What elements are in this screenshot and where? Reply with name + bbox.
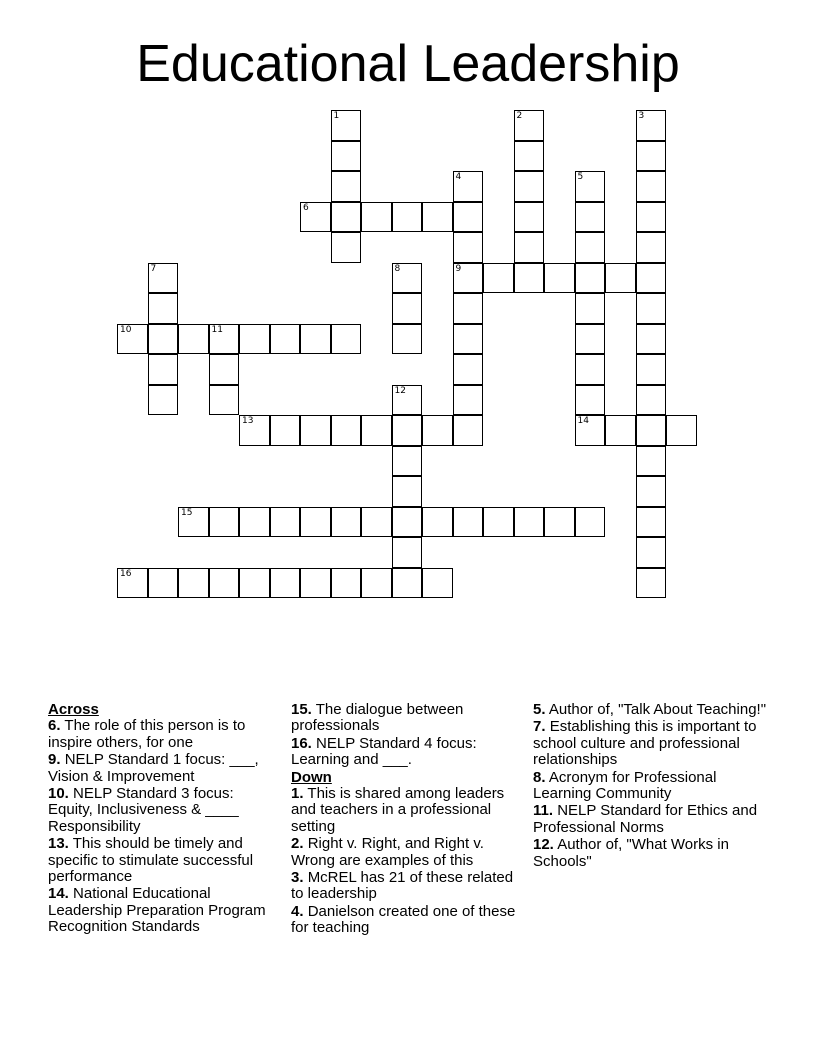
grid-cell[interactable] bbox=[331, 568, 362, 599]
grid-cell[interactable] bbox=[544, 263, 575, 294]
grid-cell[interactable] bbox=[636, 293, 667, 324]
grid-cell[interactable] bbox=[483, 507, 514, 538]
clue-text: This is shared among leaders and teachers in a professional setting bbox=[291, 785, 505, 835]
grid-cell[interactable] bbox=[392, 507, 423, 538]
clue-number: 12. bbox=[533, 836, 554, 854]
grid-cell[interactable] bbox=[148, 293, 179, 324]
clue-down-12 bbox=[533, 837, 773, 870]
grid-cell[interactable] bbox=[148, 263, 179, 294]
grid-cell[interactable] bbox=[239, 324, 270, 355]
grid-cell[interactable] bbox=[300, 415, 331, 446]
grid-cell[interactable] bbox=[453, 171, 484, 202]
grid-cell[interactable] bbox=[331, 415, 362, 446]
grid-cell[interactable] bbox=[514, 171, 545, 202]
grid-cell[interactable] bbox=[575, 202, 606, 233]
clue-text: NELP Standard 4 focus: Learning and ___. bbox=[291, 734, 477, 769]
grid-cell[interactable] bbox=[636, 263, 667, 294]
grid-cell[interactable] bbox=[636, 354, 667, 385]
grid-cell[interactable] bbox=[514, 141, 545, 172]
grid-cell[interactable] bbox=[392, 537, 423, 568]
clue-down-2 bbox=[291, 836, 521, 869]
grid-cell[interactable] bbox=[178, 507, 209, 538]
grid-cell[interactable] bbox=[117, 324, 148, 355]
grid-cell[interactable] bbox=[605, 415, 636, 446]
grid-cell[interactable] bbox=[422, 507, 453, 538]
clue-text: The dialogue between professionals bbox=[291, 701, 464, 735]
cell-number: 14 bbox=[577, 416, 589, 426]
grid-cell[interactable] bbox=[239, 507, 270, 538]
grid-cell[interactable] bbox=[209, 354, 240, 385]
grid-cell[interactable] bbox=[453, 202, 484, 233]
clues-column-3 bbox=[533, 702, 773, 871]
clue-across-13 bbox=[48, 836, 278, 885]
grid-cell[interactable] bbox=[636, 141, 667, 172]
grid-cell[interactable] bbox=[331, 202, 362, 233]
clue-down-1 bbox=[291, 786, 521, 835]
grid-cell[interactable] bbox=[392, 415, 423, 446]
grid-cell[interactable] bbox=[636, 232, 667, 263]
grid-cell[interactable] bbox=[514, 232, 545, 263]
clue-across-6 bbox=[48, 718, 278, 751]
clue-text: Establishing this is important to school culture and professional relationships bbox=[533, 718, 757, 769]
grid-cell[interactable] bbox=[209, 385, 240, 416]
grid-cell[interactable] bbox=[392, 476, 423, 507]
cell-number: 2 bbox=[516, 111, 523, 121]
grid-cell[interactable] bbox=[575, 324, 606, 355]
grid-cell[interactable] bbox=[636, 415, 667, 446]
grid-cell[interactable] bbox=[239, 568, 270, 599]
cell-number: 10 bbox=[120, 324, 132, 335]
grid-cell[interactable] bbox=[453, 385, 484, 416]
grid-cell[interactable] bbox=[636, 324, 667, 355]
grid-cell[interactable] bbox=[361, 202, 392, 233]
across-heading: Across bbox=[48, 701, 99, 718]
grid-cell[interactable] bbox=[636, 537, 667, 568]
clue-across-15 bbox=[291, 702, 521, 735]
cell-number: 13 bbox=[242, 416, 254, 426]
grid-cell[interactable] bbox=[148, 385, 179, 416]
clue-number: 2. bbox=[291, 835, 304, 853]
grid-cell[interactable] bbox=[453, 232, 484, 263]
grid-cell[interactable] bbox=[392, 385, 423, 416]
grid-cell[interactable] bbox=[636, 568, 667, 599]
grid-cell[interactable] bbox=[300, 202, 331, 233]
grid-cell[interactable] bbox=[575, 263, 606, 294]
clue-text: This should be timely and specific to stimulate successful performance bbox=[48, 835, 254, 886]
cell-number: 7 bbox=[150, 263, 157, 274]
clue-number: 13. bbox=[48, 835, 69, 853]
grid-cell[interactable] bbox=[514, 263, 545, 294]
grid-cell[interactable] bbox=[300, 507, 331, 538]
clue-across-16 bbox=[291, 736, 521, 769]
cell-number: 8 bbox=[394, 263, 401, 274]
grid-cell[interactable] bbox=[148, 354, 179, 385]
clue-text: NELP Standard 3 focus: Equity, Inclusiveness & ____ Responsibility bbox=[48, 785, 239, 835]
grid-cell[interactable] bbox=[270, 507, 301, 538]
clue-down-7 bbox=[533, 719, 773, 768]
grid-cell[interactable] bbox=[117, 568, 148, 599]
grid-cell[interactable] bbox=[331, 507, 362, 538]
clue-across-10 bbox=[48, 786, 278, 835]
grid-cell[interactable] bbox=[392, 263, 423, 294]
grid-cell[interactable] bbox=[270, 568, 301, 599]
cell-number: 5 bbox=[577, 172, 584, 182]
clue-text: Right v. Right, and Right v. Wrong are examples of this bbox=[291, 835, 484, 869]
grid-cell[interactable] bbox=[575, 171, 606, 202]
clue-number: 10. bbox=[48, 785, 69, 803]
grid-cell[interactable] bbox=[422, 202, 453, 233]
grid-cell[interactable] bbox=[392, 202, 423, 233]
clue-number: 11. bbox=[533, 802, 554, 820]
grid-cell[interactable] bbox=[148, 324, 179, 355]
grid-cell[interactable] bbox=[514, 507, 545, 538]
clue-text: NELP Standard for Ethics and Professional Norms bbox=[533, 802, 758, 836]
clue-text: Acronym for Professional Learning Community bbox=[533, 768, 717, 803]
clue-number: 16. bbox=[291, 734, 312, 752]
grid-cell[interactable] bbox=[453, 263, 484, 294]
grid-cell[interactable] bbox=[209, 568, 240, 599]
clues-column-1 bbox=[48, 702, 278, 937]
grid-cell[interactable] bbox=[270, 324, 301, 355]
grid-cell[interactable] bbox=[361, 507, 392, 538]
grid-cell[interactable] bbox=[514, 202, 545, 233]
grid-cell[interactable] bbox=[422, 568, 453, 599]
grid-cell[interactable] bbox=[331, 141, 362, 172]
cell-number: 15 bbox=[181, 507, 193, 518]
cell-number: 11 bbox=[211, 324, 223, 335]
grid-cell[interactable] bbox=[270, 415, 301, 446]
grid-cell[interactable] bbox=[453, 415, 484, 446]
clue-down-4 bbox=[291, 904, 521, 937]
grid-cell[interactable] bbox=[636, 507, 667, 538]
grid-cell[interactable] bbox=[331, 324, 362, 355]
clue-number: 8. bbox=[533, 768, 546, 786]
clue-number: 7. bbox=[533, 718, 546, 736]
grid-cell[interactable] bbox=[148, 568, 179, 599]
puzzle-title: Educational Leadership bbox=[136, 35, 680, 93]
clues-column-2 bbox=[291, 702, 521, 938]
clue-text: Danielson created one of these for teaching bbox=[291, 902, 516, 937]
clue-number: 3. bbox=[291, 869, 304, 887]
grid-cell[interactable] bbox=[300, 324, 331, 355]
clue-number: 14. bbox=[48, 885, 69, 903]
grid-cell[interactable] bbox=[392, 568, 423, 599]
grid-cell[interactable] bbox=[453, 324, 484, 355]
grid-cell[interactable] bbox=[239, 415, 270, 446]
grid-cell[interactable] bbox=[544, 507, 575, 538]
grid-cell[interactable] bbox=[636, 202, 667, 233]
grid-cell[interactable] bbox=[483, 263, 514, 294]
grid-cell[interactable] bbox=[666, 415, 697, 446]
grid-cell[interactable] bbox=[453, 354, 484, 385]
cell-number: 1 bbox=[333, 111, 340, 121]
clue-text: Author of, "Talk About Teaching!" bbox=[548, 701, 767, 718]
down-heading: Down bbox=[291, 768, 332, 786]
grid-cell[interactable] bbox=[453, 293, 484, 324]
grid-cell[interactable] bbox=[178, 568, 209, 599]
grid-cell[interactable] bbox=[300, 568, 331, 599]
clue-number: 4. bbox=[291, 902, 304, 920]
clue-number: 5. bbox=[533, 701, 546, 718]
grid-cell[interactable] bbox=[331, 110, 362, 141]
cell-number: 4 bbox=[455, 172, 462, 182]
clue-text: Author of, "What Works in Schools" bbox=[533, 836, 729, 870]
grid-cell[interactable] bbox=[331, 171, 362, 202]
grid-cell[interactable] bbox=[392, 293, 423, 324]
grid-cell[interactable] bbox=[636, 171, 667, 202]
cell-number: 12 bbox=[394, 385, 406, 396]
clue-down-3 bbox=[291, 870, 521, 903]
grid-cell[interactable] bbox=[636, 446, 667, 477]
grid-cell[interactable] bbox=[575, 507, 606, 538]
cell-number: 9 bbox=[455, 263, 462, 274]
clue-number: 1. bbox=[291, 785, 304, 803]
grid-cell[interactable] bbox=[209, 324, 240, 355]
cell-number: 3 bbox=[638, 111, 645, 121]
clue-across-9 bbox=[48, 752, 278, 785]
clue-down-5 bbox=[533, 702, 773, 718]
grid-cell[interactable] bbox=[331, 232, 362, 263]
grid-cell[interactable] bbox=[392, 324, 423, 355]
cell-number: 16 bbox=[120, 568, 132, 579]
grid-cell[interactable] bbox=[636, 110, 667, 141]
grid-cell[interactable] bbox=[361, 415, 392, 446]
grid-cell[interactable] bbox=[514, 110, 545, 141]
clue-number: 15. bbox=[291, 701, 312, 718]
grid-cell[interactable] bbox=[605, 263, 636, 294]
clue-text: National Educational Leadership Preparation Program Recognition Standards bbox=[48, 885, 266, 936]
clue-number: 9. bbox=[48, 751, 61, 769]
clue-down-8 bbox=[533, 770, 773, 803]
grid-cell[interactable] bbox=[422, 415, 453, 446]
grid-cell[interactable] bbox=[575, 354, 606, 385]
clue-text: McREL has 21 of these related to leadership bbox=[291, 869, 514, 903]
grid-cell[interactable] bbox=[636, 476, 667, 507]
cell-number: 6 bbox=[303, 202, 309, 213]
grid-cell[interactable] bbox=[575, 232, 606, 263]
clue-text: The role of this person is to inspire others, for one bbox=[48, 717, 246, 751]
grid-cell[interactable] bbox=[575, 385, 606, 416]
clue-down-11 bbox=[533, 803, 773, 836]
grid-cell[interactable] bbox=[575, 415, 606, 446]
grid-cell[interactable] bbox=[636, 385, 667, 416]
grid-cell[interactable] bbox=[361, 568, 392, 599]
grid-cell[interactable] bbox=[178, 324, 209, 355]
grid-cell[interactable] bbox=[209, 507, 240, 538]
clue-text: NELP Standard 1 focus: ___, Vision & Improvement bbox=[48, 751, 259, 785]
grid-cell[interactable] bbox=[453, 507, 484, 538]
clue-number: 6. bbox=[48, 717, 61, 735]
clue-across-14 bbox=[48, 886, 278, 935]
grid-cell[interactable] bbox=[392, 446, 423, 477]
grid-cell[interactable] bbox=[575, 293, 606, 324]
